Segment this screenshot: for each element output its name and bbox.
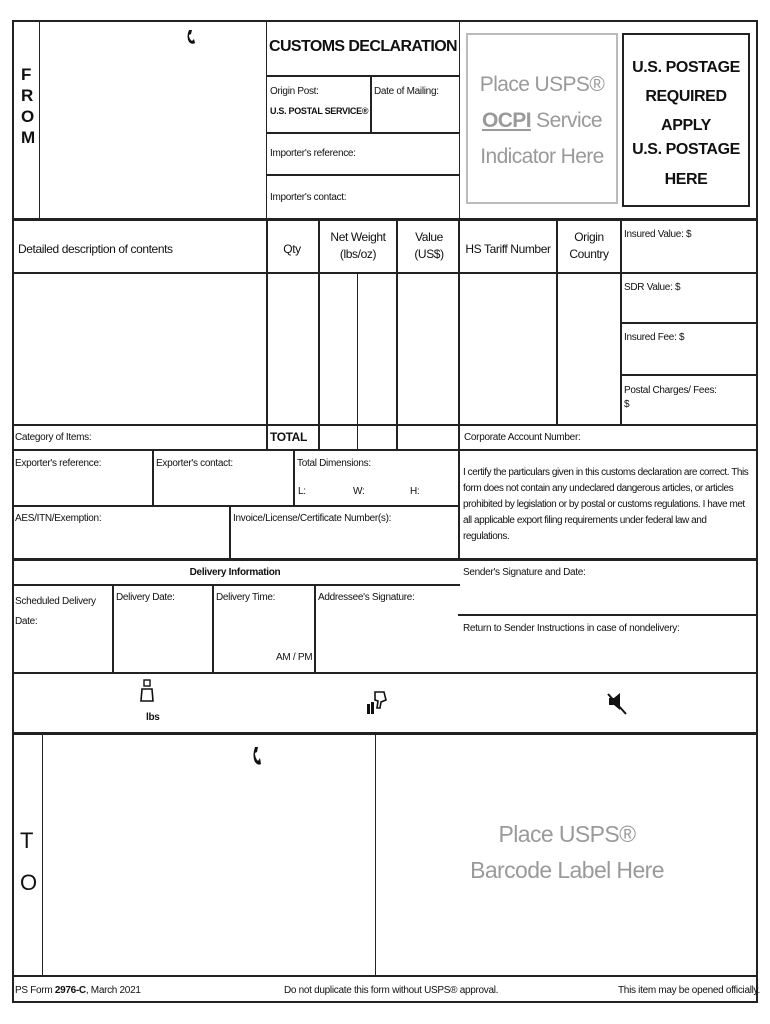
category-of-items-field[interactable]: Category of Items:: [15, 432, 92, 443]
customs-title: CUSTOMS DECLARATION: [268, 38, 457, 55]
scanner-icon: [366, 690, 388, 716]
barcode-line1: Place USPS®: [498, 821, 636, 847]
invoice-license-field[interactable]: Invoice/License/Certificate Number(s):: [233, 513, 392, 524]
delivery-time-field[interactable]: Delivery Time:: [216, 592, 276, 603]
barcode-line2: Barcode Label Here: [470, 857, 664, 883]
sender-signature-field[interactable]: Sender's Signature and Date:: [463, 567, 586, 578]
ocpi-underlined: OCPI: [481, 109, 531, 132]
dim-l-field[interactable]: L:: [298, 486, 306, 497]
from-letter-f: F: [21, 65, 32, 84]
insured-value-field[interactable]: Insured Value: $: [624, 229, 692, 240]
origin-post-label: Origin Post:: [270, 86, 319, 97]
dim-h-field[interactable]: H:: [410, 486, 420, 497]
origin-post-value: U.S. POSTAL SERVICE®: [270, 106, 369, 116]
date-of-mailing-label: Date of Mailing:: [374, 86, 439, 97]
to-letter-t: T: [20, 828, 34, 853]
weight-unit-label: lbs: [146, 712, 160, 723]
from-letter-m: M: [21, 128, 36, 147]
hs-tariff-header: HS Tariff Number: [465, 242, 551, 256]
form-date: , March 2021: [85, 985, 141, 996]
ocpi-line3: Indicator Here: [480, 145, 604, 168]
from-letter-r: R: [21, 86, 34, 105]
phone-icon: [186, 29, 196, 45]
total-dimensions-label: Total Dimensions:: [297, 458, 371, 469]
ocpi-indicator-box: [466, 33, 618, 204]
ocpi-line2-rest: Service: [530, 109, 602, 132]
ocpi-line1: Place USPS®: [479, 73, 605, 96]
postage-line5: HERE: [664, 171, 708, 188]
from-address-field[interactable]: [40, 20, 266, 220]
origin-country-header: Origin Country: [569, 230, 609, 261]
net-weight-header: Net Weight (lbs/oz): [330, 230, 386, 261]
postage-line2: REQUIRED: [645, 88, 727, 105]
no-sound-icon: [606, 690, 628, 716]
sdr-value-field[interactable]: SDR Value: $: [624, 282, 681, 293]
form-number: 2976-C: [54, 985, 86, 996]
to-letter-o: O: [20, 870, 38, 895]
scheduled-delivery-field[interactable]: Scheduled Delivery Date:: [15, 596, 96, 627]
from-letter-o: O: [21, 107, 35, 126]
aes-itn-field[interactable]: AES/ITN/Exemption:: [15, 513, 102, 524]
importer-contact-field[interactable]: Importer's contact:: [270, 192, 347, 203]
to-address-field[interactable]: [44, 734, 376, 975]
phone-icon: [252, 746, 262, 766]
dim-w-field[interactable]: W:: [353, 486, 365, 497]
duplication-notice: Do not duplicate this form without USPS® approval.: [284, 985, 499, 996]
to-label-column: [12, 734, 43, 975]
am-pm-label: AM / PM: [276, 652, 313, 663]
postage-line1: U.S. POSTAGE: [632, 59, 740, 76]
postage-box: [622, 33, 750, 207]
certification-text: I certify the particulars given in this customs declaration are correct. This form does not contain any undeclared dangerous articles, or articles prohibited by legislation or by postal or customs regulations. I have met all applicable export filing requirements under federal law and regulations.: [463, 467, 749, 542]
postal-charges-field[interactable]: Postal Charges/ Fees: $: [624, 385, 717, 410]
postage-line4: U.S. POSTAGE: [632, 141, 740, 158]
exporter-reference-field[interactable]: Exporter's reference:: [15, 458, 102, 469]
insured-fee-field[interactable]: Insured Fee: $: [624, 332, 685, 343]
addressee-signature-field[interactable]: Addressee's Signature:: [318, 592, 415, 603]
barcode-label-area: [378, 816, 756, 888]
inspection-notice: This item may be opened officially.: [618, 985, 760, 996]
form-prefix: PS Form: [15, 985, 55, 996]
qty-header: Qty: [283, 242, 301, 256]
postage-line3: APPLY: [661, 117, 711, 134]
importer-reference-field[interactable]: Importer's reference:: [270, 148, 356, 159]
weight-icon: [140, 679, 154, 703]
corporate-account-field[interactable]: Corporate Account Number:: [464, 432, 581, 443]
exporter-contact-field[interactable]: Exporter's contact:: [156, 458, 233, 469]
delivery-info-header: Delivery Information: [189, 567, 281, 578]
total-label: TOTAL: [270, 430, 307, 444]
form-id: [15, 985, 141, 996]
description-header: Detailed description of contents: [18, 242, 173, 256]
from-label-column: [12, 20, 40, 220]
value-header: Value (US$): [414, 230, 444, 261]
contents-description-area[interactable]: [12, 274, 266, 424]
return-to-sender-field[interactable]: Return to Sender Instructions in case of nondelivery:: [463, 623, 680, 634]
delivery-date-field[interactable]: Delivery Date:: [116, 592, 175, 603]
